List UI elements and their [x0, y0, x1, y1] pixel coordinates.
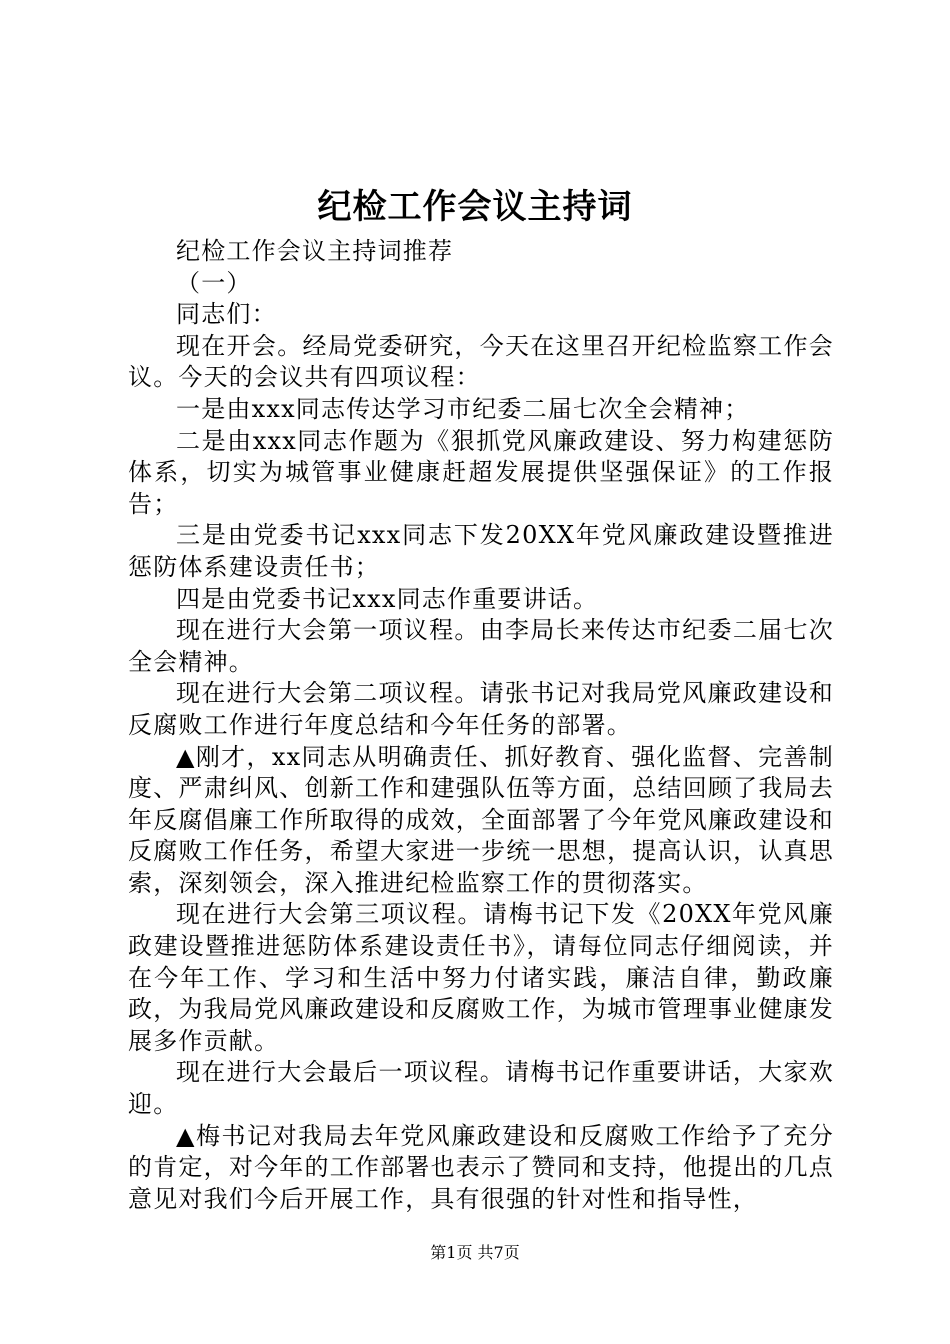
page-number-footer: 第1页 共7页 — [430, 1243, 520, 1262]
document-title: 纪检工作会议主持词 — [317, 187, 633, 227]
paragraph-summary-2: ▲梅书记对我局去年党风廉政建设和反腐败工作给予了充分的肯定，对今年的工作部署也表示了赞同和支持，他提出的几点意见对我们今后开展工作，具有很强的针对性和指导性， — [128, 1121, 834, 1213]
paragraph-item-2: 现在进行大会第二项议程。请张书记对我局党风廉政建设和反腐败工作进行年度总结和今年任务的部署。 — [128, 679, 834, 739]
paragraph-item-3: 现在进行大会第三项议程。请梅书记下发《20XX年党风廉政建设暨推进惩防体系建设责任书》，请每位同志仔细阅读，并在今年工作、学习和生活中努力付诸实践，廉洁自律，勤政廉政，为我局党风廉政建设和反腐败工作，为城市管理事业健康发展多作贡献。 — [128, 900, 834, 1055]
paragraph-agenda-4: 四是由党委书记xxx同志作重要讲话。 — [176, 584, 599, 613]
paragraph-opening: 现在开会。经局党委研究，今天在这里召开纪检监察工作会议。今天的会议共有四项议程： — [128, 331, 834, 392]
paragraph-agenda-3: 三是由党委书记xxx同志下发20XX年党风廉政建设暨推进惩防体系建设责任书； — [128, 521, 834, 581]
paragraph-subtitle: 纪检工作会议主持词推荐 — [176, 237, 454, 265]
document-body — [128, 236, 834, 1215]
paragraph-item-4: 现在进行大会最后一项议程。请梅书记作重要讲话，大家欢迎。 — [128, 1058, 834, 1119]
paragraph-item-1: 现在进行大会第一项议程。由李局长来传达市纪委二届七次全会精神。 — [128, 616, 834, 676]
paragraph-summary-1: ▲刚才，xx同志从明确责任、抓好教育、强化监督、完善制度、严肃纠风、创新工作和建强队伍等方面，总结回顾了我局去年反腐倡廉工作所取得的成效，全面部署了今年党风廉政建设和反腐败工作任务，希望大家进一步统一思想，提高认识，认真思索，深刻领会，深入推进纪检监察工作的贯彻落实。 — [128, 742, 834, 897]
paragraph-agenda-1: 一是由xxx同志传达学习市纪委二届七次全会精神； — [176, 394, 750, 423]
paragraph-agenda-2: 二是由xxx同志作题为《狠抓党风廉政建设、努力构建惩防体系，切实为城管事业健康赶超发展提供坚强保证》的工作报告； — [128, 426, 834, 518]
paragraph-section-number: （一） — [176, 268, 252, 297]
paragraph-greeting: 同志们： — [176, 300, 277, 329]
